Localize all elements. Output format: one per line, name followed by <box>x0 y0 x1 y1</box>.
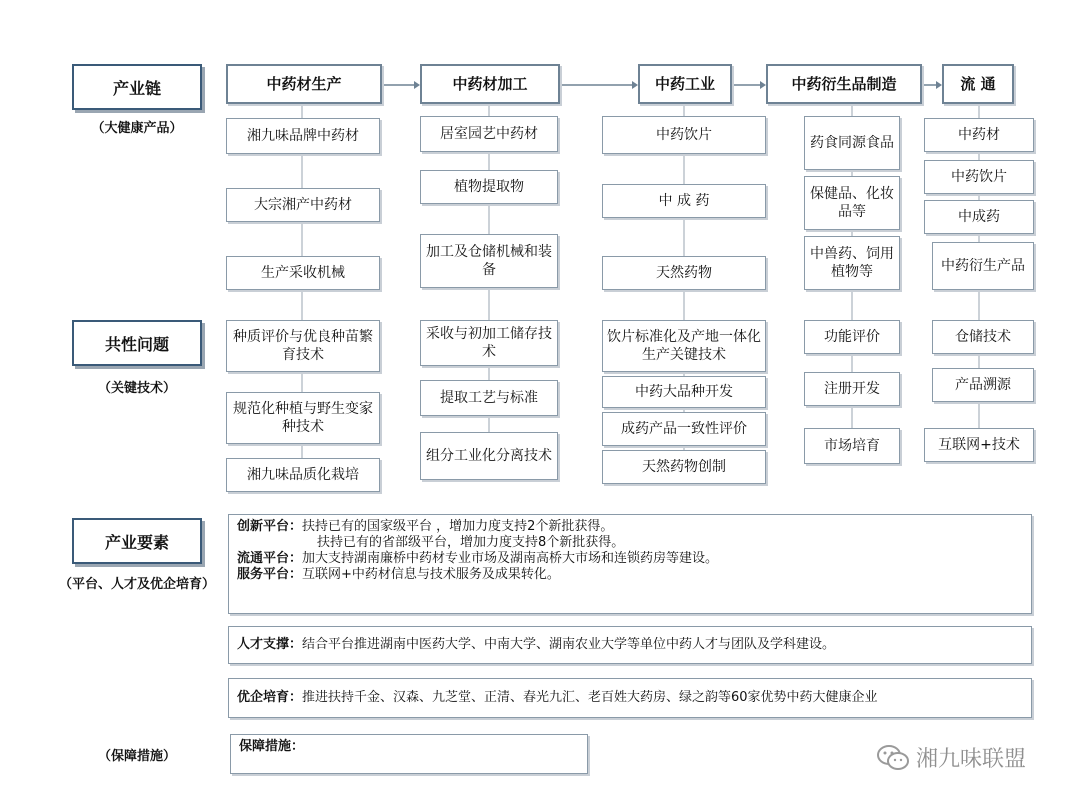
platform-panel <box>228 514 1032 614</box>
product-box: 加工及仓储机械和装备 <box>420 234 558 288</box>
tech-box: 天然药物创制 <box>602 450 766 484</box>
product-box: 中药饮片 <box>924 160 1034 194</box>
product-box: 中药材 <box>924 118 1034 152</box>
enterprise-panel <box>228 678 1032 718</box>
talent-text: 结合平台推进湖南中医药大学、中南大学、湖南农业大学等单位中药人才与团队及学科建设。 <box>302 637 836 652</box>
tech-box: 采收与初加工储存技术 <box>420 320 558 366</box>
innovation-platform-label: 创新平台： <box>237 519 303 534</box>
category-guarantee-sub: （保障措施） <box>97 749 176 764</box>
column-header-circulation: 流 通 <box>942 64 1014 104</box>
product-box: 保健品、化妆品等 <box>804 176 900 230</box>
product-box: 湘九味品牌中药材 <box>226 118 380 154</box>
product-box: 居室园艺中药材 <box>420 116 558 152</box>
product-box: 中成药 <box>924 200 1034 234</box>
tech-box: 饮片标准化及产地一体化生产关键技术 <box>602 320 766 372</box>
tech-box: 产品溯源 <box>932 368 1034 402</box>
tech-box: 仓储技术 <box>932 320 1034 354</box>
category-common-issues-sub: （关键技术） <box>97 381 176 396</box>
product-box: 大宗湘产中药材 <box>226 188 380 222</box>
product-box: 生产采收机械 <box>226 256 380 290</box>
category-industry-elements: 产业要素 <box>72 518 202 564</box>
product-box: 中药饮片 <box>602 116 766 154</box>
product-box: 中药衍生产品 <box>932 242 1034 290</box>
wechat-icon <box>876 744 910 772</box>
column-header-herb-production: 中药材生产 <box>226 64 382 104</box>
innovation-platform-text-1: 扶持已有的国家级平台 ，增加力度支持2个新批获得。 <box>302 519 614 534</box>
circulation-platform-label: 流通平台： <box>237 551 303 566</box>
service-platform-text: 互联网+中药材信息与技术服务及成果转化。 <box>302 567 560 582</box>
tech-box: 规范化种植与野生变家种技术 <box>226 392 380 444</box>
talent-label: 人才支撑： <box>237 637 303 652</box>
category-common-issues: 共性问题 <box>72 320 202 366</box>
tech-box: 种质评价与优良种苗繁育技术 <box>226 320 380 372</box>
product-box: 中 成 药 <box>602 184 766 218</box>
innovation-platform-text-2: 扶持已有的省部级平台，增加力度支持8个新批获得。 <box>317 535 625 550</box>
tech-box: 组分工业化分离技术 <box>420 432 558 480</box>
column-header-herb-processing: 中药材加工 <box>420 64 560 104</box>
category-industry-chain: 产业链 <box>72 64 202 110</box>
product-box: 中兽药、饲用植物等 <box>804 236 900 290</box>
product-box: 天然药物 <box>602 256 766 290</box>
tech-box: 注册开发 <box>804 372 900 406</box>
tech-box: 中药大品种开发 <box>602 376 766 408</box>
enterprise-label: 优企培育： <box>237 690 303 705</box>
watermark-text: 湘九味联盟 <box>916 747 1027 772</box>
enterprise-text: 推进扶持千金、汉森、九芝堂、正清、春光九汇、老百姓大药房、绿之韵等60家优势中药大健康企业 <box>302 690 878 705</box>
product-box: 药食同源食品 <box>804 116 900 170</box>
tech-box: 湘九味品质化栽培 <box>226 458 380 492</box>
category-industry-chain-sub: （大健康产品） <box>91 121 183 136</box>
watermark <box>876 742 1026 773</box>
talent-panel <box>228 626 1032 664</box>
service-platform-label: 服务平台： <box>237 567 303 582</box>
tech-box: 互联网+技术 <box>924 428 1034 462</box>
guarantee-panel <box>230 734 588 774</box>
tech-box: 提取工艺与标准 <box>420 380 558 416</box>
tech-box: 成药产品一致性评价 <box>602 412 766 446</box>
tech-box: 市场培育 <box>804 428 900 464</box>
circulation-platform-text: 加大支持湖南廉桥中药材专业市场及湖南高桥大市场和连锁药房等建设。 <box>302 551 719 566</box>
guarantee-label: 保障措施： <box>239 739 305 754</box>
column-header-tcm-industry: 中药工业 <box>638 64 732 104</box>
product-box: 植物提取物 <box>420 170 558 204</box>
tech-box: 功能评价 <box>804 320 900 354</box>
category-industry-elements-sub: （平台、人才及优企培育） <box>58 577 215 592</box>
column-header-derivatives: 中药衍生品制造 <box>766 64 922 104</box>
